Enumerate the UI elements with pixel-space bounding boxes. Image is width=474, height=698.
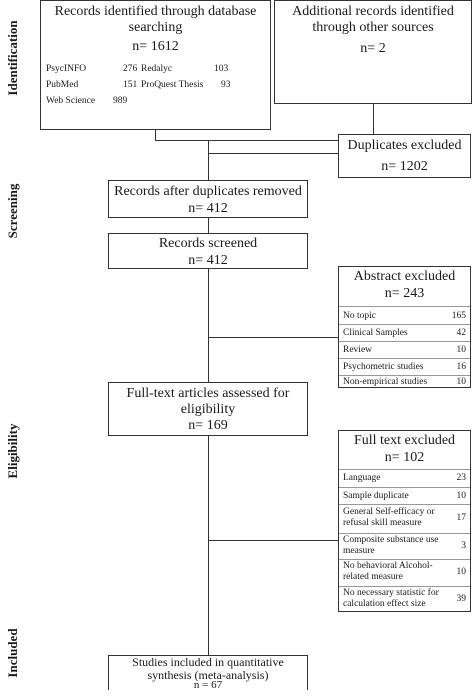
fulltext-item-label-line2: related measure [343,572,403,582]
duplicates-excluded-count: n= 1202 [381,159,428,174]
fulltext-item [343,535,466,559]
stage-included: Included [5,628,20,678]
fulltext-item-value: 10 [456,567,466,577]
source-proquest: ProQuest Thesis [141,80,204,90]
included-box [108,655,308,690]
other-sources-box [274,0,472,104]
abstract-item-value: 10 [456,377,466,387]
connector-to-fulltext-excluded [208,540,338,541]
after-duplicates-title: Records after duplicates removed [114,184,302,199]
other-sources-count: n= 2 [360,41,386,56]
connector-main-1 [208,140,209,180]
included-title-1: Studies included in quantitative [132,655,284,669]
divider [339,358,470,359]
stage-identification: Identification [5,20,20,96]
records-screened-box [108,233,308,269]
connector-db-down [155,130,156,140]
connector-to-abstract [208,337,338,338]
after-duplicates-box [108,180,308,218]
fulltext-assessed-title-1: Full-text articles assessed for [126,386,290,401]
abstract-excluded-box [338,266,471,388]
connector-main-2 [208,217,209,233]
source-pubmed: PubMed [46,80,79,90]
abstract-item-label: No topic [343,311,376,321]
abstract-item-value: 42 [456,328,466,338]
stage-screening: Screening [5,183,20,239]
other-sources-title: Additional records identified through other sources [292,4,454,35]
abstract-item-label: Non-empirical studies [343,377,428,387]
fulltext-item-value: 3 [461,541,466,551]
abstract-item-value: 16 [456,362,466,372]
duplicates-excluded-title: Duplicates excluded [347,138,462,153]
fulltext-item-label-line1: Composite substance use [343,535,439,545]
divider [339,487,470,488]
divider [339,586,470,587]
fulltext-item-label-line1: No behavioral Alcohol- [343,561,433,571]
fulltext-item-label-line1: General Self-efficacy or [343,507,435,517]
abstract-item-value: 165 [451,311,466,321]
abstract-item-value: 10 [456,345,466,355]
fulltext-item-value: 39 [456,594,466,604]
source-redalyc-count: 103 [214,64,229,74]
fulltext-item-label [343,535,439,557]
fulltext-item-value: 10 [456,491,466,501]
fulltext-item-label: Sample duplicate [343,491,409,501]
divider [339,375,470,376]
after-duplicates-count: n= 412 [188,201,228,216]
fulltext-assessed-box [108,382,308,436]
fulltext-assessed-title-2: eligibility [180,402,236,417]
fulltext-item [343,561,466,585]
fulltext-excluded-count: n= 102 [384,450,425,465]
divider [339,533,470,534]
included-title-2: synthesis (meta-analysis) [147,668,269,682]
source-webscience-count: 989 [113,96,128,106]
fulltext-item-value: 23 [456,473,466,483]
abstract-excluded-title: Abstract excluded [353,269,456,284]
fulltext-excluded-title: Full text excluded [353,433,456,448]
fulltext-item-label-line2: measure [343,546,375,556]
database-search-title: Records identified through database searching [54,4,257,35]
duplicates-excluded-box [338,134,471,178]
stage-eligibility: Eligibility [5,423,20,479]
divider [339,306,470,307]
records-screened-count: n= 412 [188,253,228,268]
divider [339,341,470,342]
fulltext-item-label-line1: No necessary statistic for [343,588,439,598]
fulltext-item-value: 17 [456,513,466,523]
connector-main-4 [208,435,209,655]
source-pubmed-count: 151 [123,80,138,90]
fulltext-item-label [343,588,439,610]
abstract-item-label: Psychometric studies [343,362,424,372]
source-psycinfo: PsycINFO [46,64,87,74]
fulltext-item-label-line2: refusal skill measure [343,518,422,528]
divider [339,469,470,470]
database-search-box [40,0,271,130]
fulltext-item-label [343,561,433,583]
abstract-item-label: Clinical Samples [343,328,408,338]
connector-to-duplicates [208,153,338,154]
fulltext-item [343,588,466,612]
connector-main-3 [208,268,209,382]
records-screened-title: Records screened [158,236,258,251]
source-redalyc: Redalyc [141,64,173,74]
fulltext-item-label: Language [343,473,381,483]
abstract-excluded-count: n= 243 [384,286,425,301]
fulltext-item-label [343,507,435,529]
source-webscience: Web Science [46,96,96,106]
source-psycinfo-count: 276 [123,64,138,74]
divider [339,324,470,325]
fulltext-item-label-line2: calculation effect size [343,599,426,609]
abstract-item-label: Review [343,345,373,355]
divider [339,559,470,560]
fulltext-excluded-box [338,430,471,612]
divider [339,504,470,505]
source-proquest-count: 93 [221,80,231,90]
database-search-count: n= 1612 [132,39,179,54]
fulltext-assessed-count: n= 169 [188,418,228,433]
fulltext-item [343,507,466,531]
included-count-text: n = 67 [193,679,223,691]
